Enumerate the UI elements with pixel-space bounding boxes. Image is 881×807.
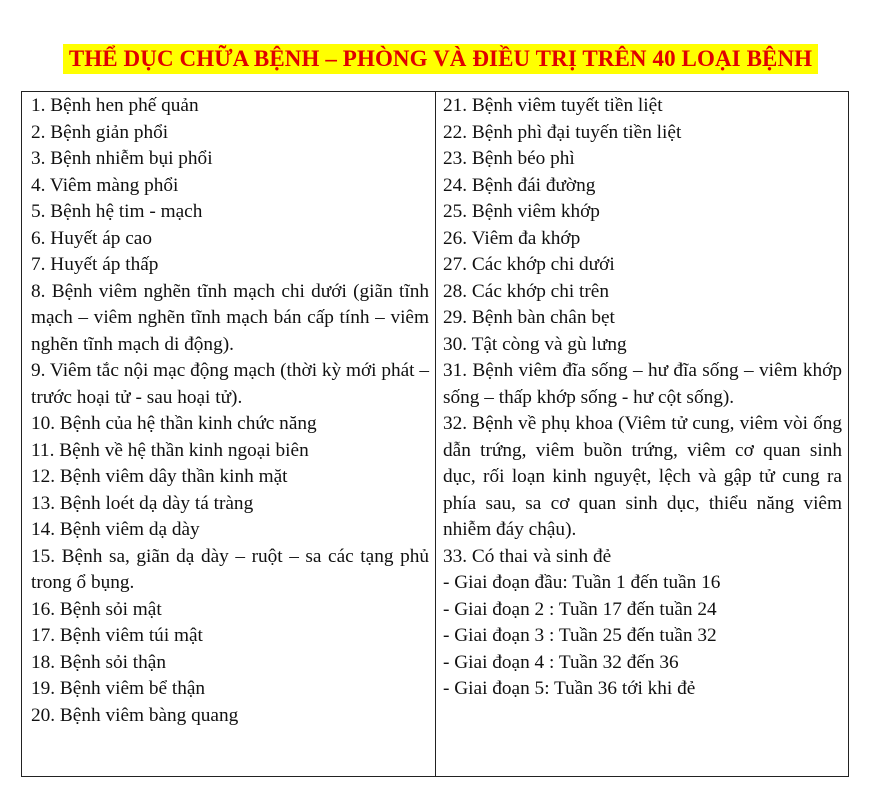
list-item: 31. Bệnh viêm đĩa sống – hư đĩa sống – viêm khớp sống – thấp khớp sống - hư cột sống). <box>443 360 842 408</box>
list-item: 25. Bệnh viêm khớp <box>443 201 600 222</box>
list-item: 32. Bệnh về phụ khoa (Viêm tử cung, viêm vòi ống dẫn trứng, viêm buồn trứng, viêm cơ quan sinh dục, rối loạn kinh nguyệt, lệch và gập tử cung ra phía sau, sa cơ quan sinh dục, thiểu năng viêm nhiễm đáy chậu). <box>443 413 842 540</box>
list-item: - Giai đoạn 3 : Tuần 25 đến tuần 32 <box>443 625 717 646</box>
list-item: 2. Bệnh giản phổi <box>31 121 169 143</box>
list-item: 23. Bệnh béo phì <box>443 148 575 169</box>
list-item: 14. Bệnh viêm dạ dày <box>31 519 200 540</box>
right-column <box>436 92 848 776</box>
left-column <box>22 92 436 776</box>
list-item: 13. Bệnh loét dạ dày tá tràng <box>31 492 254 514</box>
list-item: 11. Bệnh về hệ thần kinh ngoại biên <box>31 439 309 461</box>
list-item: 21. Bệnh viêm tuyết tiền liệt <box>443 95 663 116</box>
list-item: - Giai đoạn đầu: Tuần 1 đến tuần 16 <box>443 572 721 593</box>
list-item: 30. Tật còng và gù lưng <box>443 333 627 355</box>
list-item: 12. Bệnh viêm dây thần kinh mặt <box>31 466 288 487</box>
list-item: 8. Bệnh viêm nghẽn tĩnh mạch chi dưới (giãn tĩnh mạch – viêm nghẽn tĩnh mạch bán cấp tính – viêm nghẽn tĩnh mạch di động). <box>31 280 429 355</box>
list-item: 6. Huyết áp cao <box>31 227 152 249</box>
list-item: 15. Bệnh sa, giãn dạ dày – ruột – sa các tạng phủ trong ổ bụng. <box>31 545 429 593</box>
list-item: 3. Bệnh nhiễm bụi phổi <box>31 148 213 169</box>
list-item: 5. Bệnh hệ tim - mạch <box>31 201 203 222</box>
list-item: 18. Bệnh sỏi thận <box>31 651 166 673</box>
list-item: 4. Viêm màng phổi <box>31 174 179 196</box>
title-container <box>0 44 881 74</box>
list-item: - Giai đoạn 5: Tuần 36 tới khi đẻ <box>443 678 696 699</box>
list-item: 17. Bệnh viêm túi mật <box>31 625 203 646</box>
list-item: 33. Có thai và sinh đẻ <box>443 545 612 567</box>
list-item: 28. Các khớp chi trên <box>443 280 610 302</box>
list-item: 20. Bệnh viêm bàng quang <box>31 704 239 726</box>
list-item: - Giai đoạn 4 : Tuần 32 đến 36 <box>443 651 679 673</box>
list-item: 24. Bệnh đái đường <box>443 174 596 196</box>
page-title: THỂ DỤC CHỮA BỆNH – PHÒNG VÀ ĐIỀU TRỊ TRÊN 40 LOẠI BỆNH <box>63 44 818 74</box>
disease-table <box>21 91 849 777</box>
list-item: 19. Bệnh viêm bể thận <box>31 678 206 699</box>
list-item: 1. Bệnh hen phế quản <box>31 95 199 116</box>
list-item: - Giai đoạn 2 : Tuần 17 đến tuần 24 <box>443 598 717 620</box>
list-item: 16. Bệnh sỏi mật <box>31 598 162 620</box>
list-item: 10. Bệnh của hệ thần kinh chức năng <box>31 413 317 434</box>
list-item: 7. Huyết áp thấp <box>31 254 159 275</box>
list-item: 22. Bệnh phì đại tuyến tiền liệt <box>443 121 682 143</box>
list-item: 29. Bệnh bàn chân bẹt <box>443 307 615 328</box>
list-item: 9. Viêm tắc nội mạc động mạch (thời kỳ mới phát – trước hoại tử - sau hoại tử). <box>31 360 429 408</box>
list-item: 27. Các khớp chi dưới <box>443 254 615 275</box>
list-item: 26. Viêm đa khớp <box>443 227 581 249</box>
